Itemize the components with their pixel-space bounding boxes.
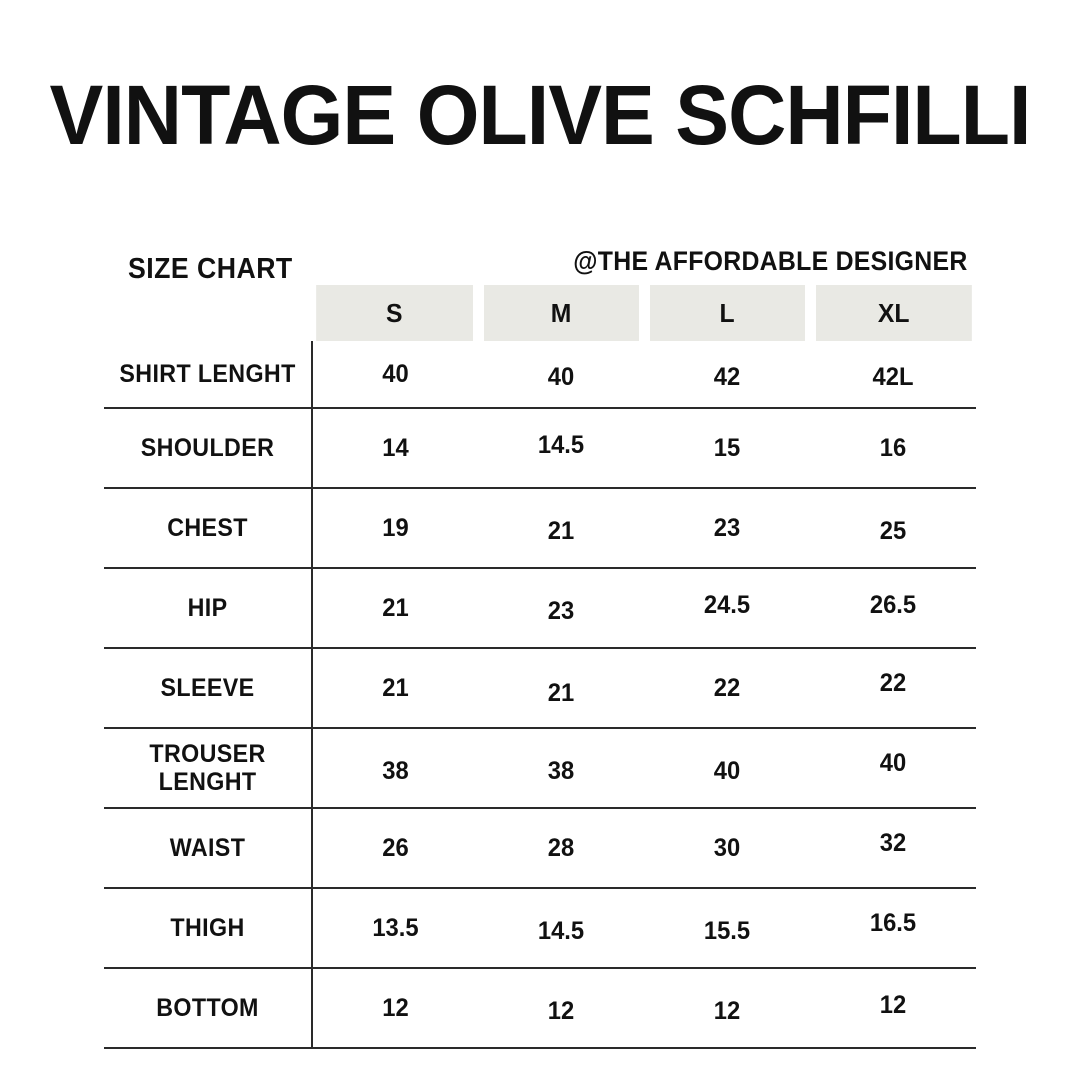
column-header-l: L xyxy=(648,285,806,341)
row-label-sleeve: SLEEVE xyxy=(111,648,304,728)
cell-chest-l: 23 xyxy=(713,513,741,542)
cell-waist-l: 30 xyxy=(713,833,741,862)
table-row xyxy=(104,648,976,728)
table-row xyxy=(104,408,976,488)
cell-hip-l: 24.5 xyxy=(703,590,751,619)
cell-hip-m: 23 xyxy=(547,596,575,625)
cell-shirt-lenght-s: 40 xyxy=(382,359,409,388)
cell-thigh-xl: 16.5 xyxy=(869,908,917,937)
cell-chest-s: 19 xyxy=(382,513,409,542)
cell-shoulder-xl: 16 xyxy=(879,433,907,462)
cell-shirt-lenght-xl: 42L xyxy=(872,362,914,391)
table-row xyxy=(104,888,976,968)
cell-waist-xl: 32 xyxy=(879,828,907,857)
row-label-thigh: THIGH xyxy=(111,888,304,968)
cell-trouser-lenght-l: 40 xyxy=(713,756,741,785)
cell-thigh-m: 14.5 xyxy=(537,916,585,945)
row-label-chest: CHEST xyxy=(111,488,304,568)
cell-shirt-lenght-m: 40 xyxy=(547,362,575,391)
column-header-m: M xyxy=(482,285,640,341)
row-label-shoulder: SHOULDER xyxy=(111,408,304,488)
cell-thigh-s: 13.5 xyxy=(372,913,419,942)
cell-sleeve-xl: 22 xyxy=(879,668,907,697)
cell-chest-m: 21 xyxy=(547,516,575,545)
cell-shoulder-m: 14.5 xyxy=(537,430,585,459)
cell-waist-m: 28 xyxy=(547,833,575,862)
cell-trouser-lenght-m: 38 xyxy=(547,756,575,785)
cell-shoulder-s: 14 xyxy=(382,433,409,462)
size-chart-label: SIZE CHART xyxy=(128,253,293,285)
cell-hip-s: 21 xyxy=(382,593,409,622)
cell-trouser-lenght-xl: 40 xyxy=(879,748,907,777)
cell-shoulder-l: 15 xyxy=(713,433,741,462)
row-label-waist: WAIST xyxy=(111,808,304,888)
cell-bottom-xl: 12 xyxy=(879,990,907,1019)
cell-trouser-lenght-s: 38 xyxy=(382,756,409,785)
table-row xyxy=(104,341,976,408)
table-row xyxy=(104,968,976,1048)
cell-chest-xl: 25 xyxy=(879,516,907,545)
table-row xyxy=(104,488,976,568)
table-header-row xyxy=(104,285,976,341)
cell-bottom-l: 12 xyxy=(713,996,741,1025)
size-table-wrapper xyxy=(104,285,976,1049)
row-label-hip: HIP xyxy=(111,568,304,648)
row-label-trouser-lenght: TROUSER LENGHT xyxy=(111,728,304,808)
cell-thigh-l: 15.5 xyxy=(703,916,751,945)
row-label-bottom: BOTTOM xyxy=(111,968,304,1048)
cell-sleeve-m: 21 xyxy=(547,678,575,707)
table-row xyxy=(104,568,976,648)
size-table xyxy=(104,285,976,1049)
cell-shirt-lenght-l: 42 xyxy=(713,362,741,391)
table-row xyxy=(104,808,976,888)
cell-hip-xl: 26.5 xyxy=(869,590,917,619)
cell-bottom-s: 12 xyxy=(382,993,409,1022)
header-spacer xyxy=(104,285,312,341)
cell-sleeve-s: 21 xyxy=(382,673,409,702)
table-row xyxy=(104,728,976,808)
cell-waist-s: 26 xyxy=(382,833,409,862)
brand-handle: @THE AFFORDABLE DESIGNER xyxy=(573,246,968,276)
cell-sleeve-l: 22 xyxy=(713,673,741,702)
cell-bottom-m: 12 xyxy=(547,996,575,1025)
column-header-xl: XL xyxy=(814,285,972,341)
row-label-shirt-lenght: SHIRT LENGHT xyxy=(111,341,304,408)
column-header-s: S xyxy=(316,285,474,341)
page-title: VINTAGE OLIVE SCHFILLI xyxy=(49,68,1031,162)
